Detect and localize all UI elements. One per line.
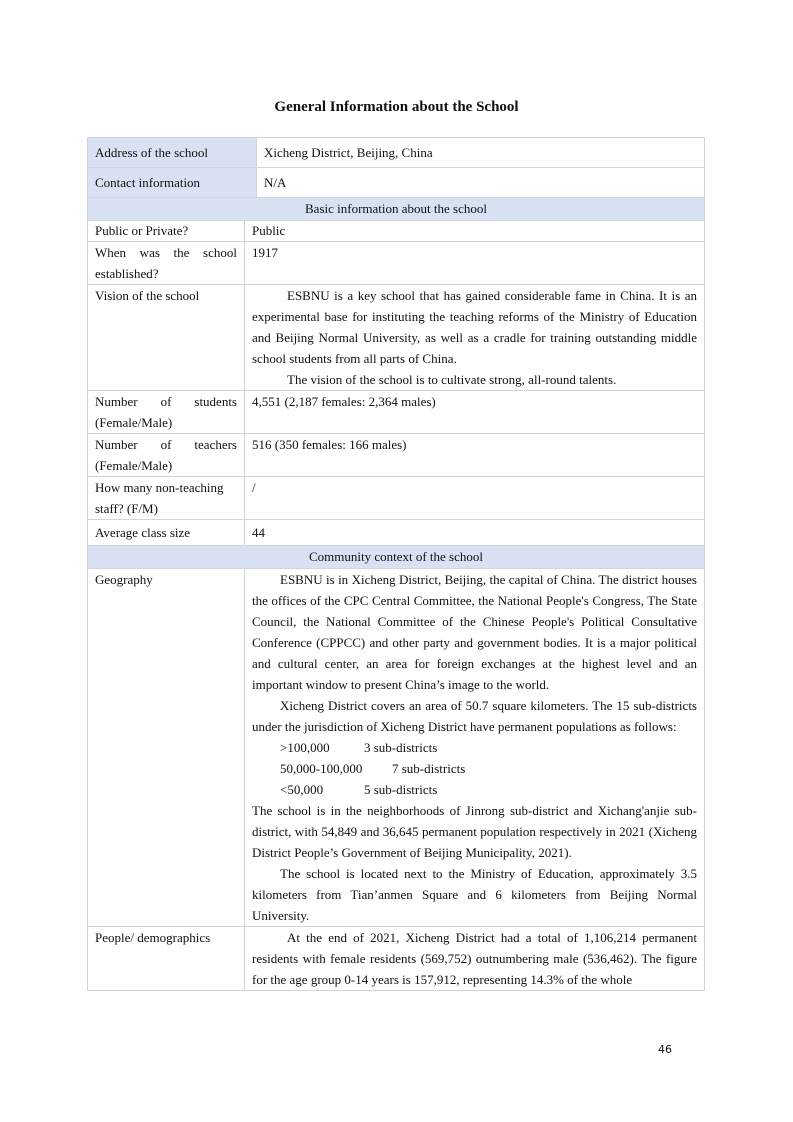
table-row-address xyxy=(88,138,704,167)
table-row-contact xyxy=(88,167,704,197)
population-count: 5 sub-districts xyxy=(364,782,438,797)
geography-value xyxy=(244,569,704,926)
population-line xyxy=(252,737,697,758)
page-title: General Information about the School xyxy=(274,99,519,115)
class-size-value: 44 xyxy=(244,520,704,545)
established-value: 1917 xyxy=(244,242,704,284)
vision-label: Vision of the school xyxy=(95,288,200,303)
demographics-value xyxy=(244,927,704,990)
contact-label: Contact information xyxy=(88,168,256,197)
vision-paragraph: The vision of the school is to cultivate strong, all-round talents. xyxy=(287,372,617,387)
geography-paragraph: The school is in the neighborhoods of Jinrong sub-district and Xichang'anjie sub-district, with 54,849 and 36,645 permanent population respectively in 2021 (Xicheng District People’s Government of Beijing Municipality, 2021). xyxy=(252,803,697,860)
population-range: >100,000 xyxy=(280,740,330,755)
population-line xyxy=(252,758,697,779)
table-row-teachers xyxy=(88,433,704,476)
demographics-label: People/ demographics xyxy=(95,930,211,945)
table-row-vision xyxy=(88,284,704,390)
vision-value xyxy=(244,285,704,390)
table-row-class-size xyxy=(88,519,704,545)
page-number: 46 xyxy=(658,1043,672,1056)
address-value: Xicheng District, Beijing, China xyxy=(256,138,704,167)
established-label: When was the school established? xyxy=(95,245,237,281)
teachers-value: 516 (350 females: 166 males) xyxy=(244,434,704,476)
population-count: 3 sub-districts xyxy=(364,740,438,755)
school-info-table xyxy=(87,137,705,991)
vision-paragraph: ESBNU is a key school that has gained considerable fame in China. It is an experimental base for instituting the teaching reforms of the Ministry of Education and Beijing Normal University, as well as a cradle for training outstanding middle school students from all parts of China. xyxy=(252,288,697,366)
table-row-students xyxy=(88,390,704,433)
staff-label: How many non-teaching staff? (F/M) xyxy=(95,480,224,516)
section-header-community: Community context of the school xyxy=(88,545,704,568)
public-value: Public xyxy=(244,221,704,241)
staff-value: / xyxy=(244,477,704,519)
address-label: Address of the school xyxy=(88,138,256,167)
population-line xyxy=(252,779,697,800)
students-value: 4,551 (2,187 females: 2,364 males) xyxy=(244,391,704,433)
table-row-geography xyxy=(88,568,704,926)
table-row-public xyxy=(88,220,704,241)
table-row-staff xyxy=(88,476,704,519)
population-count: 7 sub-districts xyxy=(392,761,466,776)
population-range: <50,000 xyxy=(280,782,324,797)
teachers-label: Number of teachers (Female/Male) xyxy=(95,437,237,473)
section-header-basic: Basic information about the school xyxy=(88,197,704,220)
public-label: Public or Private? xyxy=(95,223,189,238)
demographics-paragraph: At the end of 2021, Xicheng District had a total of 1,106,214 permanent residents with female residents (569,752) outnumbering male (536,462). The figure for the age group 0-14 years is 157,912, representing 14.3% of the whole xyxy=(252,930,697,987)
geography-label: Geography xyxy=(95,572,153,587)
contact-value: N/A xyxy=(256,168,704,197)
students-label: Number of students (Female/Male) xyxy=(95,394,237,430)
geography-paragraph: ESBNU is in Xicheng District, Beijing, the capital of China. The district houses the offices of the CPC Central Committee, the National People's Congress, The State Council, the National Committee of the Chinese People's Political Consultative Conference (CPPCC) and other party and government bodies. It is a major political and cultural center, an area for foreign exchanges at the highest level and an important window to present China’s image to the world. xyxy=(252,572,697,692)
table-row-established xyxy=(88,241,704,284)
class-size-label: Average class size xyxy=(95,525,191,540)
geography-paragraph: The school is located next to the Ministry of Education, approximately 3.5 kilometers from Tian’anmen Square and 6 kilometers from Beijing Normal University. xyxy=(252,866,697,923)
population-range: 50,000-100,000 xyxy=(280,761,363,776)
table-row-demographics xyxy=(88,926,704,990)
geography-paragraph: Xicheng District covers an area of 50.7 square kilometers. The 15 sub-districts under the jurisdiction of Xicheng District have permanent populations as follows: xyxy=(252,698,697,734)
